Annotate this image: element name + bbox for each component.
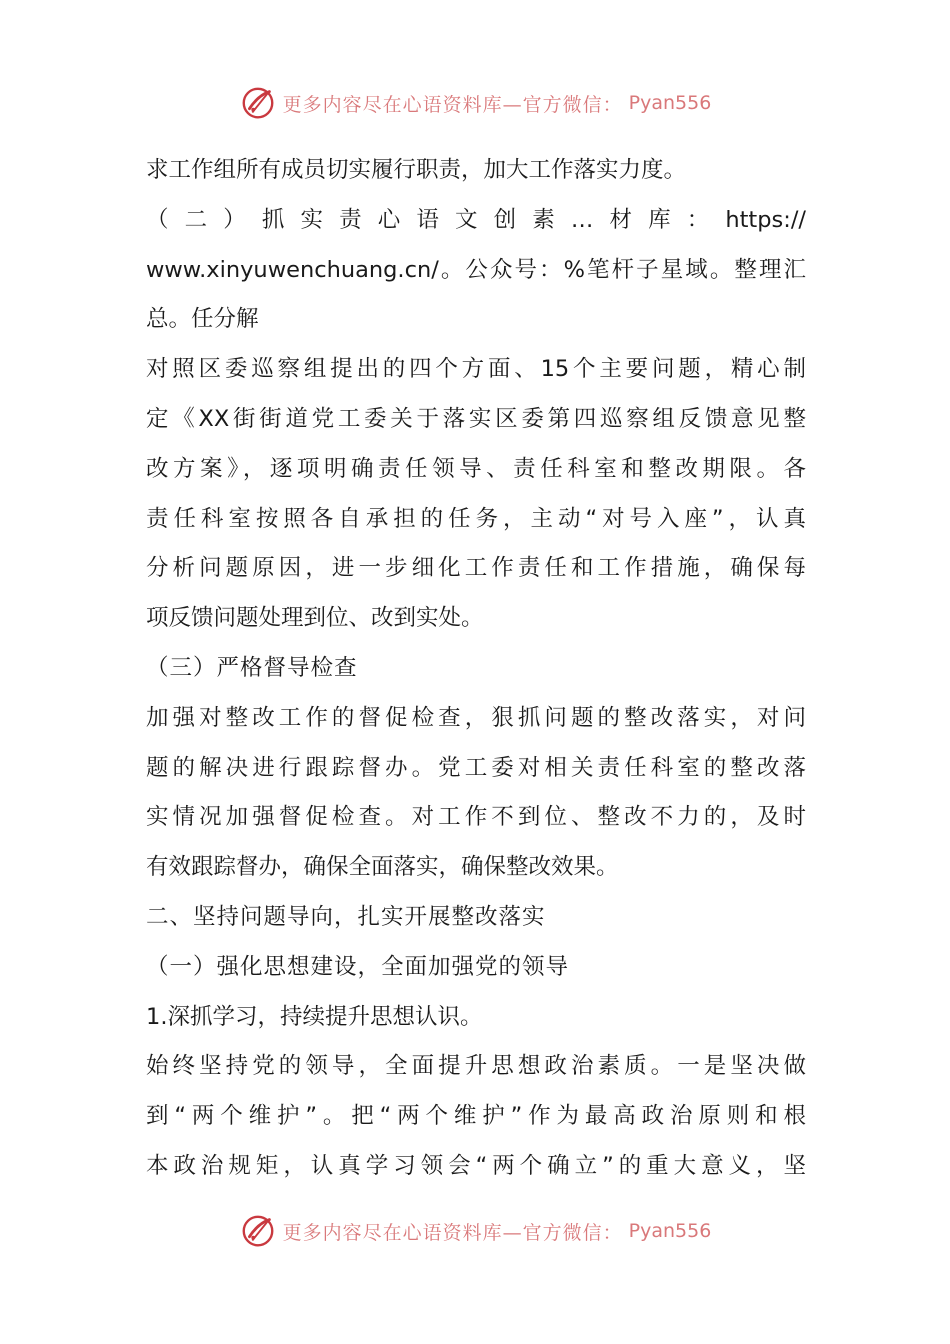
body-line: 改方案》，逐项明确责任领导、责任科室和整改期限。各 bbox=[146, 455, 806, 482]
watermark-banner-top bbox=[0, 80, 950, 126]
subsection-heading: 1.深抓学习，持续提升思想认识。 bbox=[146, 1003, 483, 1030]
body-line: 分析问题原因，进一步细化工作责任和工作措施，确保每 bbox=[146, 555, 806, 582]
body-line: 对照区委巡察组提出的四个方面、15个主要问题，精心制 bbox=[146, 356, 806, 383]
body-line: www.xinyuwenchuang.cn/。公众号：%笔杆子星域。整理汇 bbox=[146, 256, 806, 283]
watermark-text: 更多内容尽在心语资料库—官方微信： bbox=[282, 1221, 623, 1244]
body-line: 求工作组所有成员切实履行职责，加大工作落实力度。 bbox=[146, 157, 687, 183]
body-line: 题的解决进行跟踪督办。党工委对相关责任科室的整改落 bbox=[146, 754, 806, 781]
body-line: 实情况加强督促检查。对工作不到位、整改不力的，及时 bbox=[146, 804, 806, 831]
body-line: 定《XX街街道党工委关于落实区委第四巡察组反馈意见整 bbox=[146, 405, 806, 432]
body-line: 有效跟踪督办，确保全面落实，确保整改效果。 bbox=[146, 854, 619, 881]
pen-logo-icon bbox=[239, 84, 277, 122]
body-line: 本政治规矩，认真学习领会“两个确立”的重大意义，坚 bbox=[146, 1152, 806, 1179]
section-heading: （一）强化思想建设，全面加强党的领导 bbox=[146, 953, 570, 980]
section-heading: 二、坚持问题导向，扎实开展整改落实 bbox=[146, 903, 546, 930]
document-body bbox=[146, 146, 806, 1192]
body-line: 责任科室按照各自承担的任务，主动“对号入座”，认真 bbox=[146, 505, 806, 532]
pen-logo-icon bbox=[239, 1212, 277, 1250]
watermark-code: Pyan556 bbox=[628, 1220, 712, 1242]
body-line: 始终坚持党的领导，全面提升思想政治素质。一是坚决做 bbox=[146, 1053, 806, 1080]
body-line: 到“两个维护”。把“两个维护”作为最高政治原则和根 bbox=[146, 1103, 806, 1130]
body-line: （二）抓实责心语文创素…材库：https:// bbox=[146, 206, 806, 233]
watermark-banner-bottom bbox=[0, 1208, 950, 1254]
watermark-code: Pyan556 bbox=[628, 92, 712, 114]
body-line: 项反馈问题处理到位、改到实处。 bbox=[146, 605, 484, 632]
body-line: 加强对整改工作的督促检查，狠抓问题的整改落实，对问 bbox=[146, 704, 806, 731]
body-line: 总。任分解 bbox=[146, 306, 259, 333]
watermark-text: 更多内容尽在心语资料库—官方微信： bbox=[282, 93, 623, 116]
section-heading: （三）严格督导检查 bbox=[146, 654, 358, 681]
